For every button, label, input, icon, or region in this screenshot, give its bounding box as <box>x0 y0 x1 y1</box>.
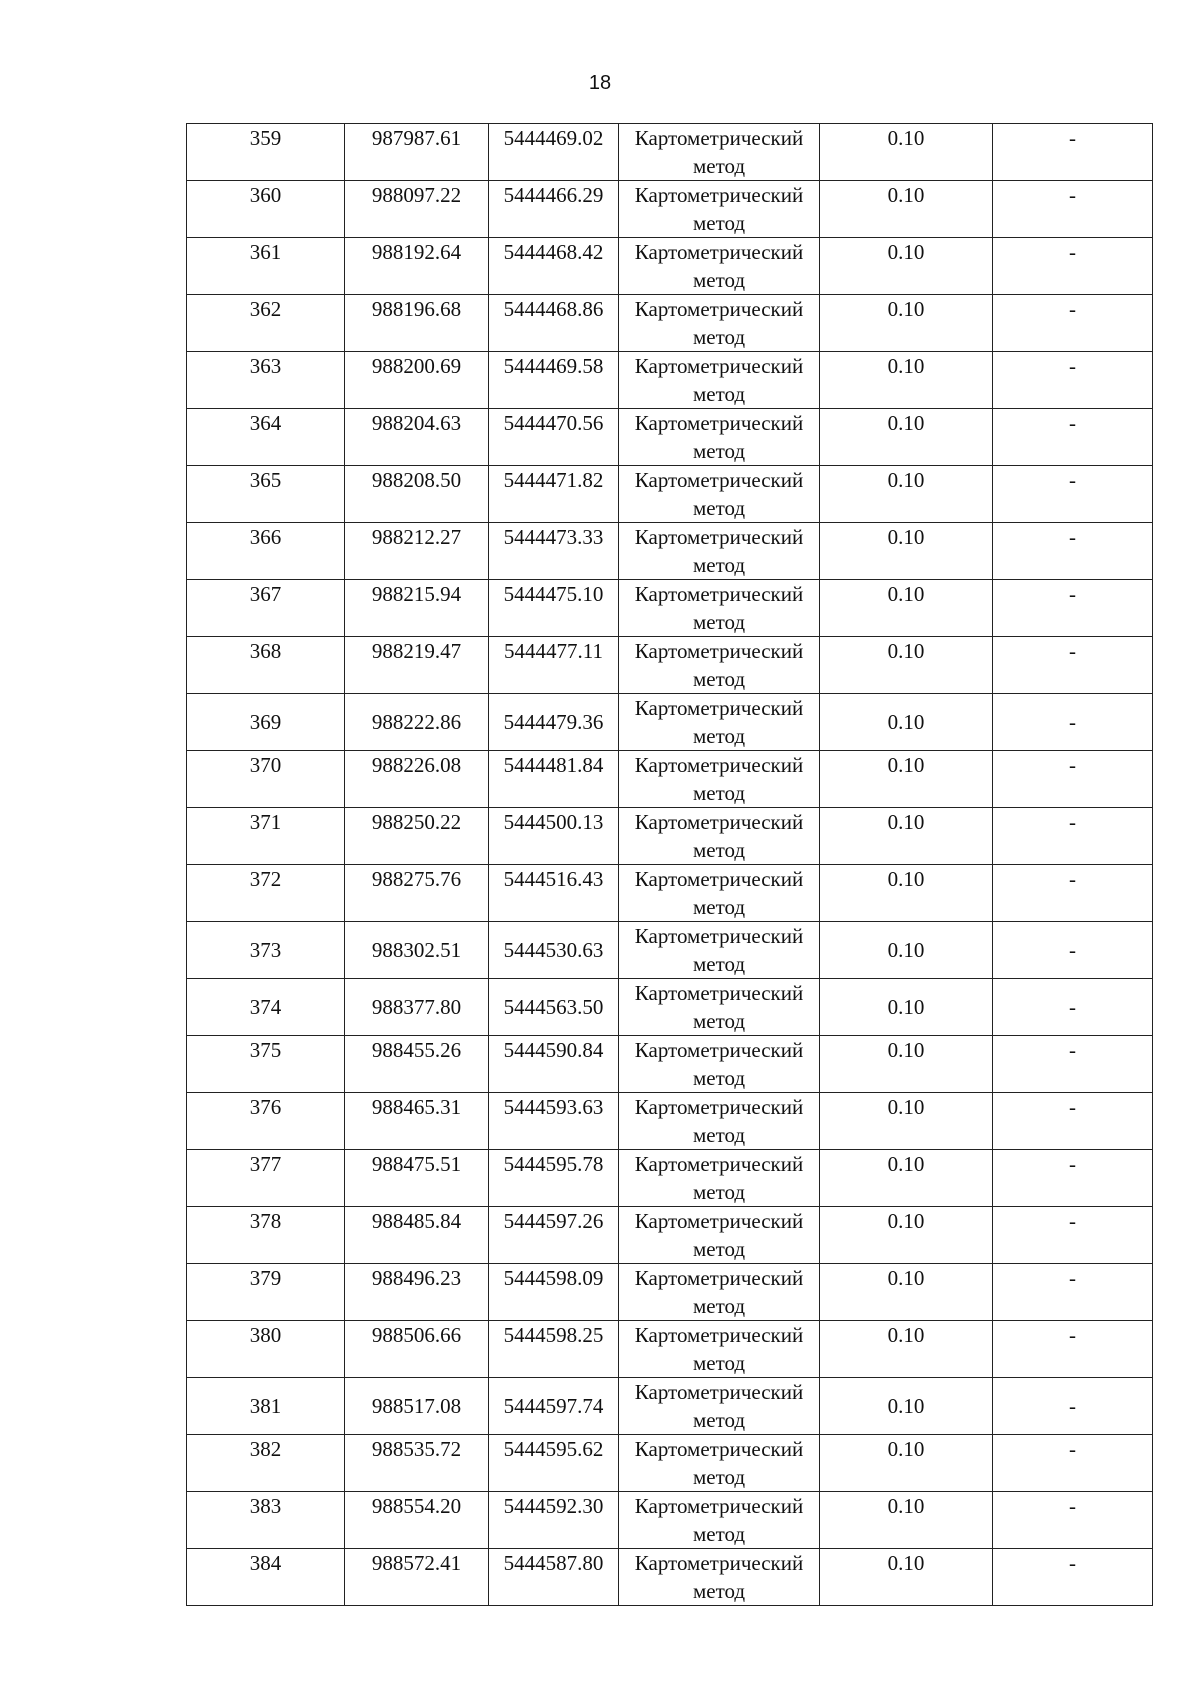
method-cell <box>619 1093 820 1150</box>
accuracy-cell: 0.10 <box>820 1321 993 1378</box>
method-cell <box>619 295 820 352</box>
x-coordinate-cell: 988097.22 <box>345 181 489 238</box>
y-coordinate-cell: 5444593.63 <box>489 1093 619 1150</box>
table-row <box>187 865 1153 922</box>
note-cell: - <box>993 1378 1153 1435</box>
point-number-cell: 359 <box>187 124 345 181</box>
method-cell <box>619 808 820 865</box>
method-line-1: Картометрический <box>634 1266 804 1290</box>
note-cell: - <box>993 979 1153 1036</box>
method-cell <box>619 1036 820 1093</box>
note-cell: - <box>993 352 1153 409</box>
y-coordinate-cell: 5444595.62 <box>489 1435 619 1492</box>
x-coordinate-cell: 988475.51 <box>345 1150 489 1207</box>
method-line-2: метод <box>692 496 746 520</box>
point-number-cell: 379 <box>187 1264 345 1321</box>
y-coordinate-cell: 5444595.78 <box>489 1150 619 1207</box>
y-coordinate-cell: 5444473.33 <box>489 523 619 580</box>
x-coordinate-cell: 988496.23 <box>345 1264 489 1321</box>
method-line-2: метод <box>692 1408 746 1432</box>
method-line-1: Картометрический <box>634 525 804 549</box>
method-line-1: Картометрический <box>634 468 804 492</box>
y-coordinate-cell: 5444468.42 <box>489 238 619 295</box>
method-line-2: метод <box>692 724 746 748</box>
page-number: 18 <box>588 72 612 94</box>
note-cell: - <box>993 1492 1153 1549</box>
x-coordinate-cell: 988204.63 <box>345 409 489 466</box>
method-line-1: Картометрический <box>634 696 804 720</box>
method-line-1: Картометрический <box>634 240 804 264</box>
note-cell: - <box>993 1549 1153 1606</box>
x-coordinate-cell: 988572.41 <box>345 1549 489 1606</box>
x-coordinate-cell: 988465.31 <box>345 1093 489 1150</box>
x-coordinate-cell: 988215.94 <box>345 580 489 637</box>
method-line-2: метод <box>692 610 746 634</box>
table-row <box>187 808 1153 865</box>
x-coordinate-cell: 988485.84 <box>345 1207 489 1264</box>
point-number-cell: 370 <box>187 751 345 808</box>
note-cell: - <box>993 295 1153 352</box>
x-coordinate-cell: 988192.64 <box>345 238 489 295</box>
method-cell <box>619 352 820 409</box>
x-coordinate-cell: 987987.61 <box>345 124 489 181</box>
point-number-cell: 381 <box>187 1378 345 1435</box>
table-row <box>187 523 1153 580</box>
table-row <box>187 1036 1153 1093</box>
table-row <box>187 580 1153 637</box>
method-line-2: метод <box>692 1066 746 1090</box>
method-cell <box>619 922 820 979</box>
method-line-1: Картометрический <box>634 639 804 663</box>
accuracy-cell: 0.10 <box>820 1435 993 1492</box>
method-line-1: Картометрический <box>634 1494 804 1518</box>
method-cell <box>619 523 820 580</box>
y-coordinate-cell: 5444590.84 <box>489 1036 619 1093</box>
point-number-cell: 378 <box>187 1207 345 1264</box>
point-number-cell: 373 <box>187 922 345 979</box>
method-line-2: метод <box>692 382 746 406</box>
note-cell: - <box>993 1093 1153 1150</box>
accuracy-cell: 0.10 <box>820 466 993 523</box>
table-row <box>187 694 1153 751</box>
method-line-2: метод <box>692 325 746 349</box>
note-cell: - <box>993 580 1153 637</box>
method-line-1: Картометрический <box>634 867 804 891</box>
y-coordinate-cell: 5444477.11 <box>489 637 619 694</box>
point-number-cell: 364 <box>187 409 345 466</box>
method-line-1: Картометрический <box>634 1095 804 1119</box>
table-row <box>187 1549 1153 1606</box>
table-row <box>187 295 1153 352</box>
point-number-cell: 362 <box>187 295 345 352</box>
x-coordinate-cell: 988455.26 <box>345 1036 489 1093</box>
method-line-1: Картометрический <box>634 1209 804 1233</box>
method-line-2: метод <box>692 1579 746 1603</box>
note-cell: - <box>993 181 1153 238</box>
x-coordinate-cell: 988517.08 <box>345 1378 489 1435</box>
method-line-2: метод <box>692 154 746 178</box>
x-coordinate-cell: 988222.86 <box>345 694 489 751</box>
method-cell <box>619 694 820 751</box>
y-coordinate-cell: 5444563.50 <box>489 979 619 1036</box>
method-cell <box>619 124 820 181</box>
point-number-cell: 384 <box>187 1549 345 1606</box>
table-row <box>187 1435 1153 1492</box>
method-line-2: метод <box>692 211 746 235</box>
point-number-cell: 377 <box>187 1150 345 1207</box>
note-cell: - <box>993 1036 1153 1093</box>
accuracy-cell: 0.10 <box>820 1549 993 1606</box>
note-cell: - <box>993 124 1153 181</box>
note-cell: - <box>993 466 1153 523</box>
accuracy-cell: 0.10 <box>820 1378 993 1435</box>
accuracy-cell: 0.10 <box>820 409 993 466</box>
point-number-cell: 374 <box>187 979 345 1036</box>
y-coordinate-cell: 5444597.26 <box>489 1207 619 1264</box>
y-coordinate-cell: 5444469.02 <box>489 124 619 181</box>
note-cell: - <box>993 922 1153 979</box>
point-number-cell: 368 <box>187 637 345 694</box>
method-cell <box>619 580 820 637</box>
method-line-2: метод <box>692 1294 746 1318</box>
accuracy-cell: 0.10 <box>820 1150 993 1207</box>
point-number-cell: 380 <box>187 1321 345 1378</box>
point-number-cell: 372 <box>187 865 345 922</box>
note-cell: - <box>993 1435 1153 1492</box>
note-cell: - <box>993 1207 1153 1264</box>
method-cell <box>619 865 820 922</box>
method-line-1: Картометрический <box>634 354 804 378</box>
method-line-1: Картометрический <box>634 1437 804 1461</box>
point-number-cell: 366 <box>187 523 345 580</box>
table-row <box>187 922 1153 979</box>
y-coordinate-cell: 5444598.25 <box>489 1321 619 1378</box>
x-coordinate-cell: 988212.27 <box>345 523 489 580</box>
y-coordinate-cell: 5444466.29 <box>489 181 619 238</box>
y-coordinate-cell: 5444469.58 <box>489 352 619 409</box>
table-row <box>187 1378 1153 1435</box>
method-line-1: Картометрический <box>634 810 804 834</box>
y-coordinate-cell: 5444598.09 <box>489 1264 619 1321</box>
note-cell: - <box>993 751 1153 808</box>
x-coordinate-cell: 988535.72 <box>345 1435 489 1492</box>
y-coordinate-cell: 5444530.63 <box>489 922 619 979</box>
method-line-1: Картометрический <box>634 753 804 777</box>
point-number-cell: 360 <box>187 181 345 238</box>
method-cell <box>619 1321 820 1378</box>
accuracy-cell: 0.10 <box>820 1492 993 1549</box>
note-cell: - <box>993 409 1153 466</box>
x-coordinate-cell: 988226.08 <box>345 751 489 808</box>
method-line-2: метод <box>692 667 746 691</box>
method-cell <box>619 1150 820 1207</box>
table-row <box>187 466 1153 523</box>
method-line-2: метод <box>692 1237 746 1261</box>
method-cell <box>619 979 820 1036</box>
accuracy-cell: 0.10 <box>820 637 993 694</box>
point-number-cell: 369 <box>187 694 345 751</box>
point-number-cell: 361 <box>187 238 345 295</box>
accuracy-cell: 0.10 <box>820 523 993 580</box>
method-line-1: Картометрический <box>634 411 804 435</box>
method-line-2: метод <box>692 1180 746 1204</box>
y-coordinate-cell: 5444587.80 <box>489 1549 619 1606</box>
x-coordinate-cell: 988302.51 <box>345 922 489 979</box>
method-line-1: Картометрический <box>634 1038 804 1062</box>
note-cell: - <box>993 1321 1153 1378</box>
y-coordinate-cell: 5444592.30 <box>489 1492 619 1549</box>
accuracy-cell: 0.10 <box>820 1036 993 1093</box>
table-row <box>187 1264 1153 1321</box>
y-coordinate-cell: 5444481.84 <box>489 751 619 808</box>
y-coordinate-cell: 5444479.36 <box>489 694 619 751</box>
method-line-1: Картометрический <box>634 1380 804 1404</box>
method-cell <box>619 1492 820 1549</box>
accuracy-cell: 0.10 <box>820 238 993 295</box>
method-line-1: Картометрический <box>634 1551 804 1575</box>
method-cell <box>619 1549 820 1606</box>
method-line-2: метод <box>692 439 746 463</box>
accuracy-cell: 0.10 <box>820 922 993 979</box>
method-line-2: метод <box>692 1465 746 1489</box>
note-cell: - <box>993 637 1153 694</box>
table-row <box>187 979 1153 1036</box>
method-cell <box>619 1207 820 1264</box>
y-coordinate-cell: 5444516.43 <box>489 865 619 922</box>
y-coordinate-cell: 5444468.86 <box>489 295 619 352</box>
method-line-1: Картометрический <box>634 1152 804 1176</box>
accuracy-cell: 0.10 <box>820 580 993 637</box>
method-cell <box>619 751 820 808</box>
method-cell <box>619 181 820 238</box>
accuracy-cell: 0.10 <box>820 181 993 238</box>
method-line-2: метод <box>692 952 746 976</box>
table-row <box>187 751 1153 808</box>
point-number-cell: 376 <box>187 1093 345 1150</box>
method-cell <box>619 409 820 466</box>
accuracy-cell: 0.10 <box>820 1207 993 1264</box>
method-line-2: метод <box>692 895 746 919</box>
accuracy-cell: 0.10 <box>820 352 993 409</box>
point-number-cell: 367 <box>187 580 345 637</box>
method-cell <box>619 1378 820 1435</box>
accuracy-cell: 0.10 <box>820 808 993 865</box>
x-coordinate-cell: 988377.80 <box>345 979 489 1036</box>
method-line-1: Картометрический <box>634 582 804 606</box>
point-number-cell: 382 <box>187 1435 345 1492</box>
x-coordinate-cell: 988208.50 <box>345 466 489 523</box>
table-row <box>187 409 1153 466</box>
method-line-1: Картометрический <box>634 297 804 321</box>
point-number-cell: 363 <box>187 352 345 409</box>
table-row <box>187 352 1153 409</box>
method-line-1: Картометрический <box>634 981 804 1005</box>
method-line-1: Картометрический <box>634 1323 804 1347</box>
table-row <box>187 1093 1153 1150</box>
accuracy-cell: 0.10 <box>820 865 993 922</box>
accuracy-cell: 0.10 <box>820 979 993 1036</box>
method-cell <box>619 1264 820 1321</box>
method-line-1: Картометрический <box>634 924 804 948</box>
note-cell: - <box>993 238 1153 295</box>
method-cell <box>619 238 820 295</box>
x-coordinate-cell: 988196.68 <box>345 295 489 352</box>
accuracy-cell: 0.10 <box>820 1093 993 1150</box>
y-coordinate-cell: 5444471.82 <box>489 466 619 523</box>
table-row <box>187 1321 1153 1378</box>
point-number-cell: 383 <box>187 1492 345 1549</box>
method-line-2: метод <box>692 781 746 805</box>
note-cell: - <box>993 865 1153 922</box>
coordinates-table <box>186 123 1153 1606</box>
accuracy-cell: 0.10 <box>820 1264 993 1321</box>
table-row <box>187 1150 1153 1207</box>
method-line-1: Картометрический <box>634 183 804 207</box>
point-number-cell: 371 <box>187 808 345 865</box>
x-coordinate-cell: 988200.69 <box>345 352 489 409</box>
method-line-2: метод <box>692 1522 746 1546</box>
y-coordinate-cell: 5444597.74 <box>489 1378 619 1435</box>
point-number-cell: 365 <box>187 466 345 523</box>
x-coordinate-cell: 988219.47 <box>345 637 489 694</box>
accuracy-cell: 0.10 <box>820 295 993 352</box>
method-cell <box>619 1435 820 1492</box>
table-row <box>187 181 1153 238</box>
note-cell: - <box>993 1264 1153 1321</box>
table-row <box>187 238 1153 295</box>
y-coordinate-cell: 5444470.56 <box>489 409 619 466</box>
table-row <box>187 1492 1153 1549</box>
table-row <box>187 637 1153 694</box>
accuracy-cell: 0.10 <box>820 751 993 808</box>
method-line-2: метод <box>692 838 746 862</box>
method-line-1: Картометрический <box>634 126 804 150</box>
accuracy-cell: 0.10 <box>820 124 993 181</box>
method-line-2: метод <box>692 1009 746 1033</box>
x-coordinate-cell: 988506.66 <box>345 1321 489 1378</box>
method-cell <box>619 466 820 523</box>
x-coordinate-cell: 988250.22 <box>345 808 489 865</box>
x-coordinate-cell: 988554.20 <box>345 1492 489 1549</box>
note-cell: - <box>993 523 1153 580</box>
coordinates-table-body <box>187 124 1153 1606</box>
note-cell: - <box>993 694 1153 751</box>
point-number-cell: 375 <box>187 1036 345 1093</box>
x-coordinate-cell: 988275.76 <box>345 865 489 922</box>
method-line-2: метод <box>692 1123 746 1147</box>
table-row <box>187 1207 1153 1264</box>
method-line-2: метод <box>692 268 746 292</box>
note-cell: - <box>993 808 1153 865</box>
table-row <box>187 124 1153 181</box>
y-coordinate-cell: 5444475.10 <box>489 580 619 637</box>
y-coordinate-cell: 5444500.13 <box>489 808 619 865</box>
method-line-2: метод <box>692 1351 746 1375</box>
note-cell: - <box>993 1150 1153 1207</box>
method-cell <box>619 637 820 694</box>
accuracy-cell: 0.10 <box>820 694 993 751</box>
method-line-2: метод <box>692 553 746 577</box>
